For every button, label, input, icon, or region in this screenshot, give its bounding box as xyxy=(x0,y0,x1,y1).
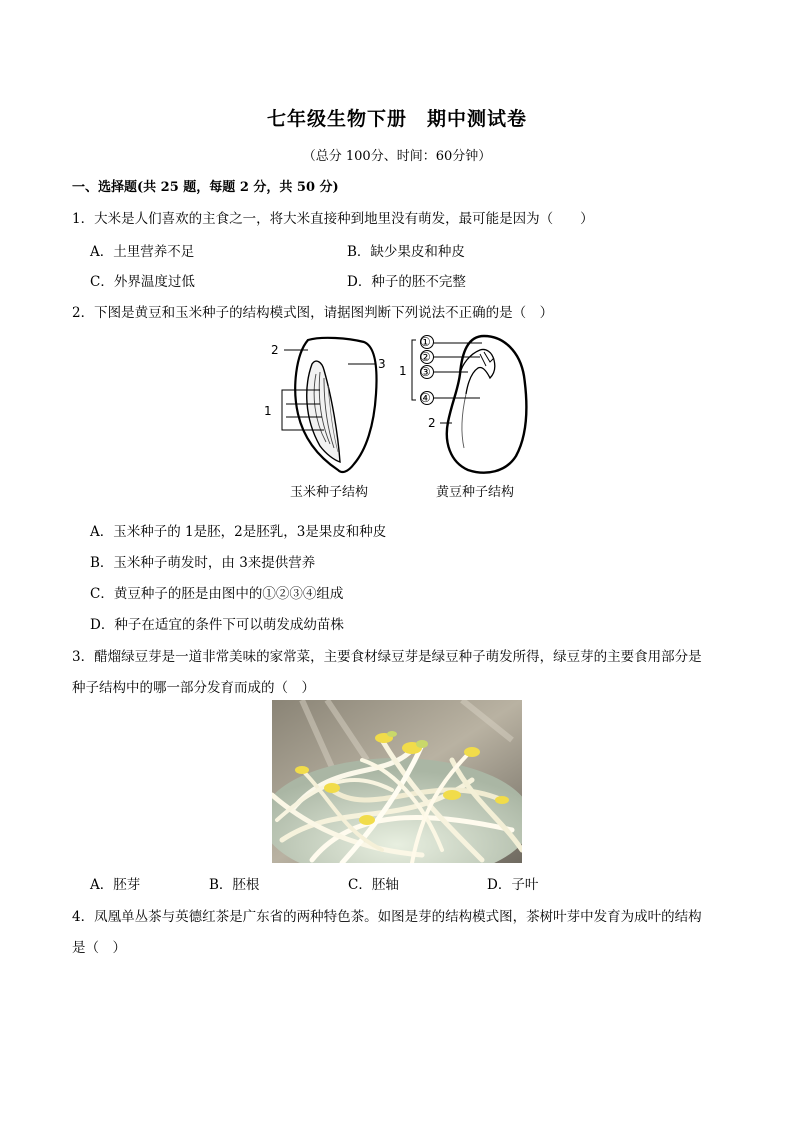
question-2-option-d: D．种子在适宜的条件下可以萌发成幼苗株 xyxy=(90,617,344,633)
question-3-option-b: B．胚根 xyxy=(209,877,260,893)
question-3-stem-line1: 3．醋熘绿豆芽是一道非常美味的家常菜，主要食材绿豆芽是绿豆种子萌发所得，绿豆芽的主要食用部分是 xyxy=(72,649,702,665)
question-1-option-d: D．种子的胚不完整 xyxy=(347,274,466,290)
question-2-stem: 2．下图是黄豆和玉米种子的结构模式图，请据图判断下列说法不正确的是（ ） xyxy=(72,305,554,321)
soy-label-circle-3: ③ xyxy=(420,365,431,379)
soy-label-circle-4: ④ xyxy=(420,391,431,405)
question-3-option-a: A．胚芽 xyxy=(90,877,141,893)
question-3-stem-line2: 种子结构中的哪一部分发育而成的（ ） xyxy=(72,680,315,696)
soy-label-2: 2 xyxy=(428,416,436,430)
question-3-option-d: D．子叶 xyxy=(487,877,539,893)
soy-label-1: 1 xyxy=(399,364,407,378)
corn-seed-diagram xyxy=(260,334,400,474)
corn-label-1: 1 xyxy=(264,404,272,418)
soy-label-circle-1: ① xyxy=(420,335,431,349)
exam-info: （总分 100分、时间：60分钟） xyxy=(302,149,492,164)
question-2-option-a: A．玉米种子的 1是胚，2是胚乳，3是果皮和种皮 xyxy=(90,524,387,540)
soybean-caption: 黄豆种子结构 xyxy=(436,485,515,500)
question-3-option-c: C．胚轴 xyxy=(348,877,399,893)
bean-sprouts-photo xyxy=(272,700,522,863)
question-1-option-a: A．土里营养不足 xyxy=(90,244,195,260)
question-1-option-c: C．外界温度过低 xyxy=(90,274,195,290)
soybean-seed-diagram xyxy=(396,330,536,476)
soy-label-circle-2: ② xyxy=(420,350,431,364)
corn-caption: 玉米种子结构 xyxy=(290,485,369,500)
question-1-stem: 1．大米是人们喜欢的主食之一，将大米直接种到地里没有萌发，最可能是因为（ ） xyxy=(72,211,594,227)
question-1-option-b: B．缺少果皮和种皮 xyxy=(347,244,465,260)
section-heading: 一、选择题(共 25 题，每题 2 分，共 50 分) xyxy=(72,180,339,195)
question-4-stem-line2: 是（ ） xyxy=(72,940,126,956)
corn-label-3: 3 xyxy=(378,357,386,371)
question-2-option-c: C．黄豆种子的胚是由图中的①②③④组成 xyxy=(90,586,344,602)
question-4-stem-line1: 4．凤凰单丛茶与英德红茶是广东省的两种特色茶。如图是芽的结构模式图，茶树叶芽中发育为成叶的结构 xyxy=(72,909,702,925)
question-2-option-b: B．玉米种子萌发时，由 3来提供营养 xyxy=(90,555,316,571)
corn-label-2: 2 xyxy=(271,343,279,357)
page-title: 七年级生物下册 期中测试卷 xyxy=(266,108,527,130)
